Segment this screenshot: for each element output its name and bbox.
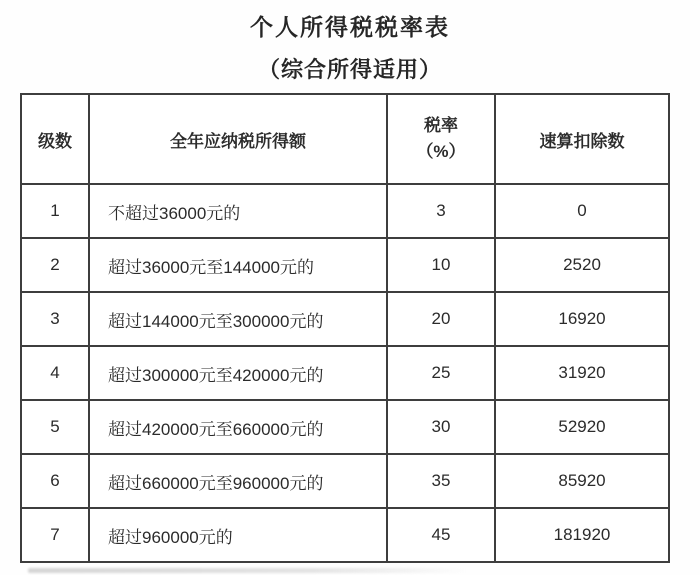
cell-rate: 10 [387, 238, 495, 292]
header-rate-line2: （%） [416, 142, 466, 161]
header-row [21, 94, 669, 184]
header-level: 级数 [21, 94, 89, 184]
cell-deduction: 31920 [495, 346, 669, 400]
cell-deduction: 16920 [495, 292, 669, 346]
cell-level: 4 [21, 346, 89, 400]
header-rate-line1: 税率 [424, 115, 458, 135]
cell-level: 7 [21, 508, 89, 562]
table-row [21, 292, 669, 346]
table-row [21, 400, 669, 454]
cell-income: 不超过36000元的 [89, 184, 387, 238]
cell-level: 1 [21, 184, 89, 238]
cell-income: 超过660000元至960000元的 [89, 454, 387, 508]
header-deduction: 速算扣除数 [495, 94, 669, 184]
cell-deduction: 0 [495, 184, 669, 238]
cell-income: 超过144000元至300000元的 [89, 292, 387, 346]
table-row [21, 454, 669, 508]
cell-rate: 35 [387, 454, 495, 508]
table-row [21, 346, 669, 400]
page-title: 个人所得税税率表 [250, 14, 450, 40]
cell-rate: 30 [387, 400, 495, 454]
cell-deduction: 52920 [495, 400, 669, 454]
table-row [21, 184, 669, 238]
table-body [21, 184, 669, 562]
cell-level: 5 [21, 400, 89, 454]
cutoff-content-artifact [28, 568, 468, 573]
cell-level: 6 [21, 454, 89, 508]
cell-rate: 45 [387, 508, 495, 562]
tax-rate-table [20, 93, 670, 563]
cell-income: 超过36000元至144000元的 [89, 238, 387, 292]
cell-rate: 20 [387, 292, 495, 346]
table-row [21, 508, 669, 562]
cell-income: 超过960000元的 [89, 508, 387, 562]
table-header [21, 94, 669, 184]
cell-rate: 3 [387, 184, 495, 238]
cell-income: 超过420000元至660000元的 [89, 400, 387, 454]
header-income: 全年应纳税所得额 [89, 94, 387, 184]
table-row [21, 238, 669, 292]
cell-rate: 25 [387, 346, 495, 400]
cell-deduction: 85920 [495, 454, 669, 508]
cell-level: 2 [21, 238, 89, 292]
cell-level: 3 [21, 292, 89, 346]
cell-income: 超过300000元至420000元的 [89, 346, 387, 400]
cell-deduction: 2520 [495, 238, 669, 292]
cell-deduction: 181920 [495, 508, 669, 562]
header-rate [387, 94, 495, 184]
page-subtitle: （综合所得适用） [257, 57, 442, 82]
